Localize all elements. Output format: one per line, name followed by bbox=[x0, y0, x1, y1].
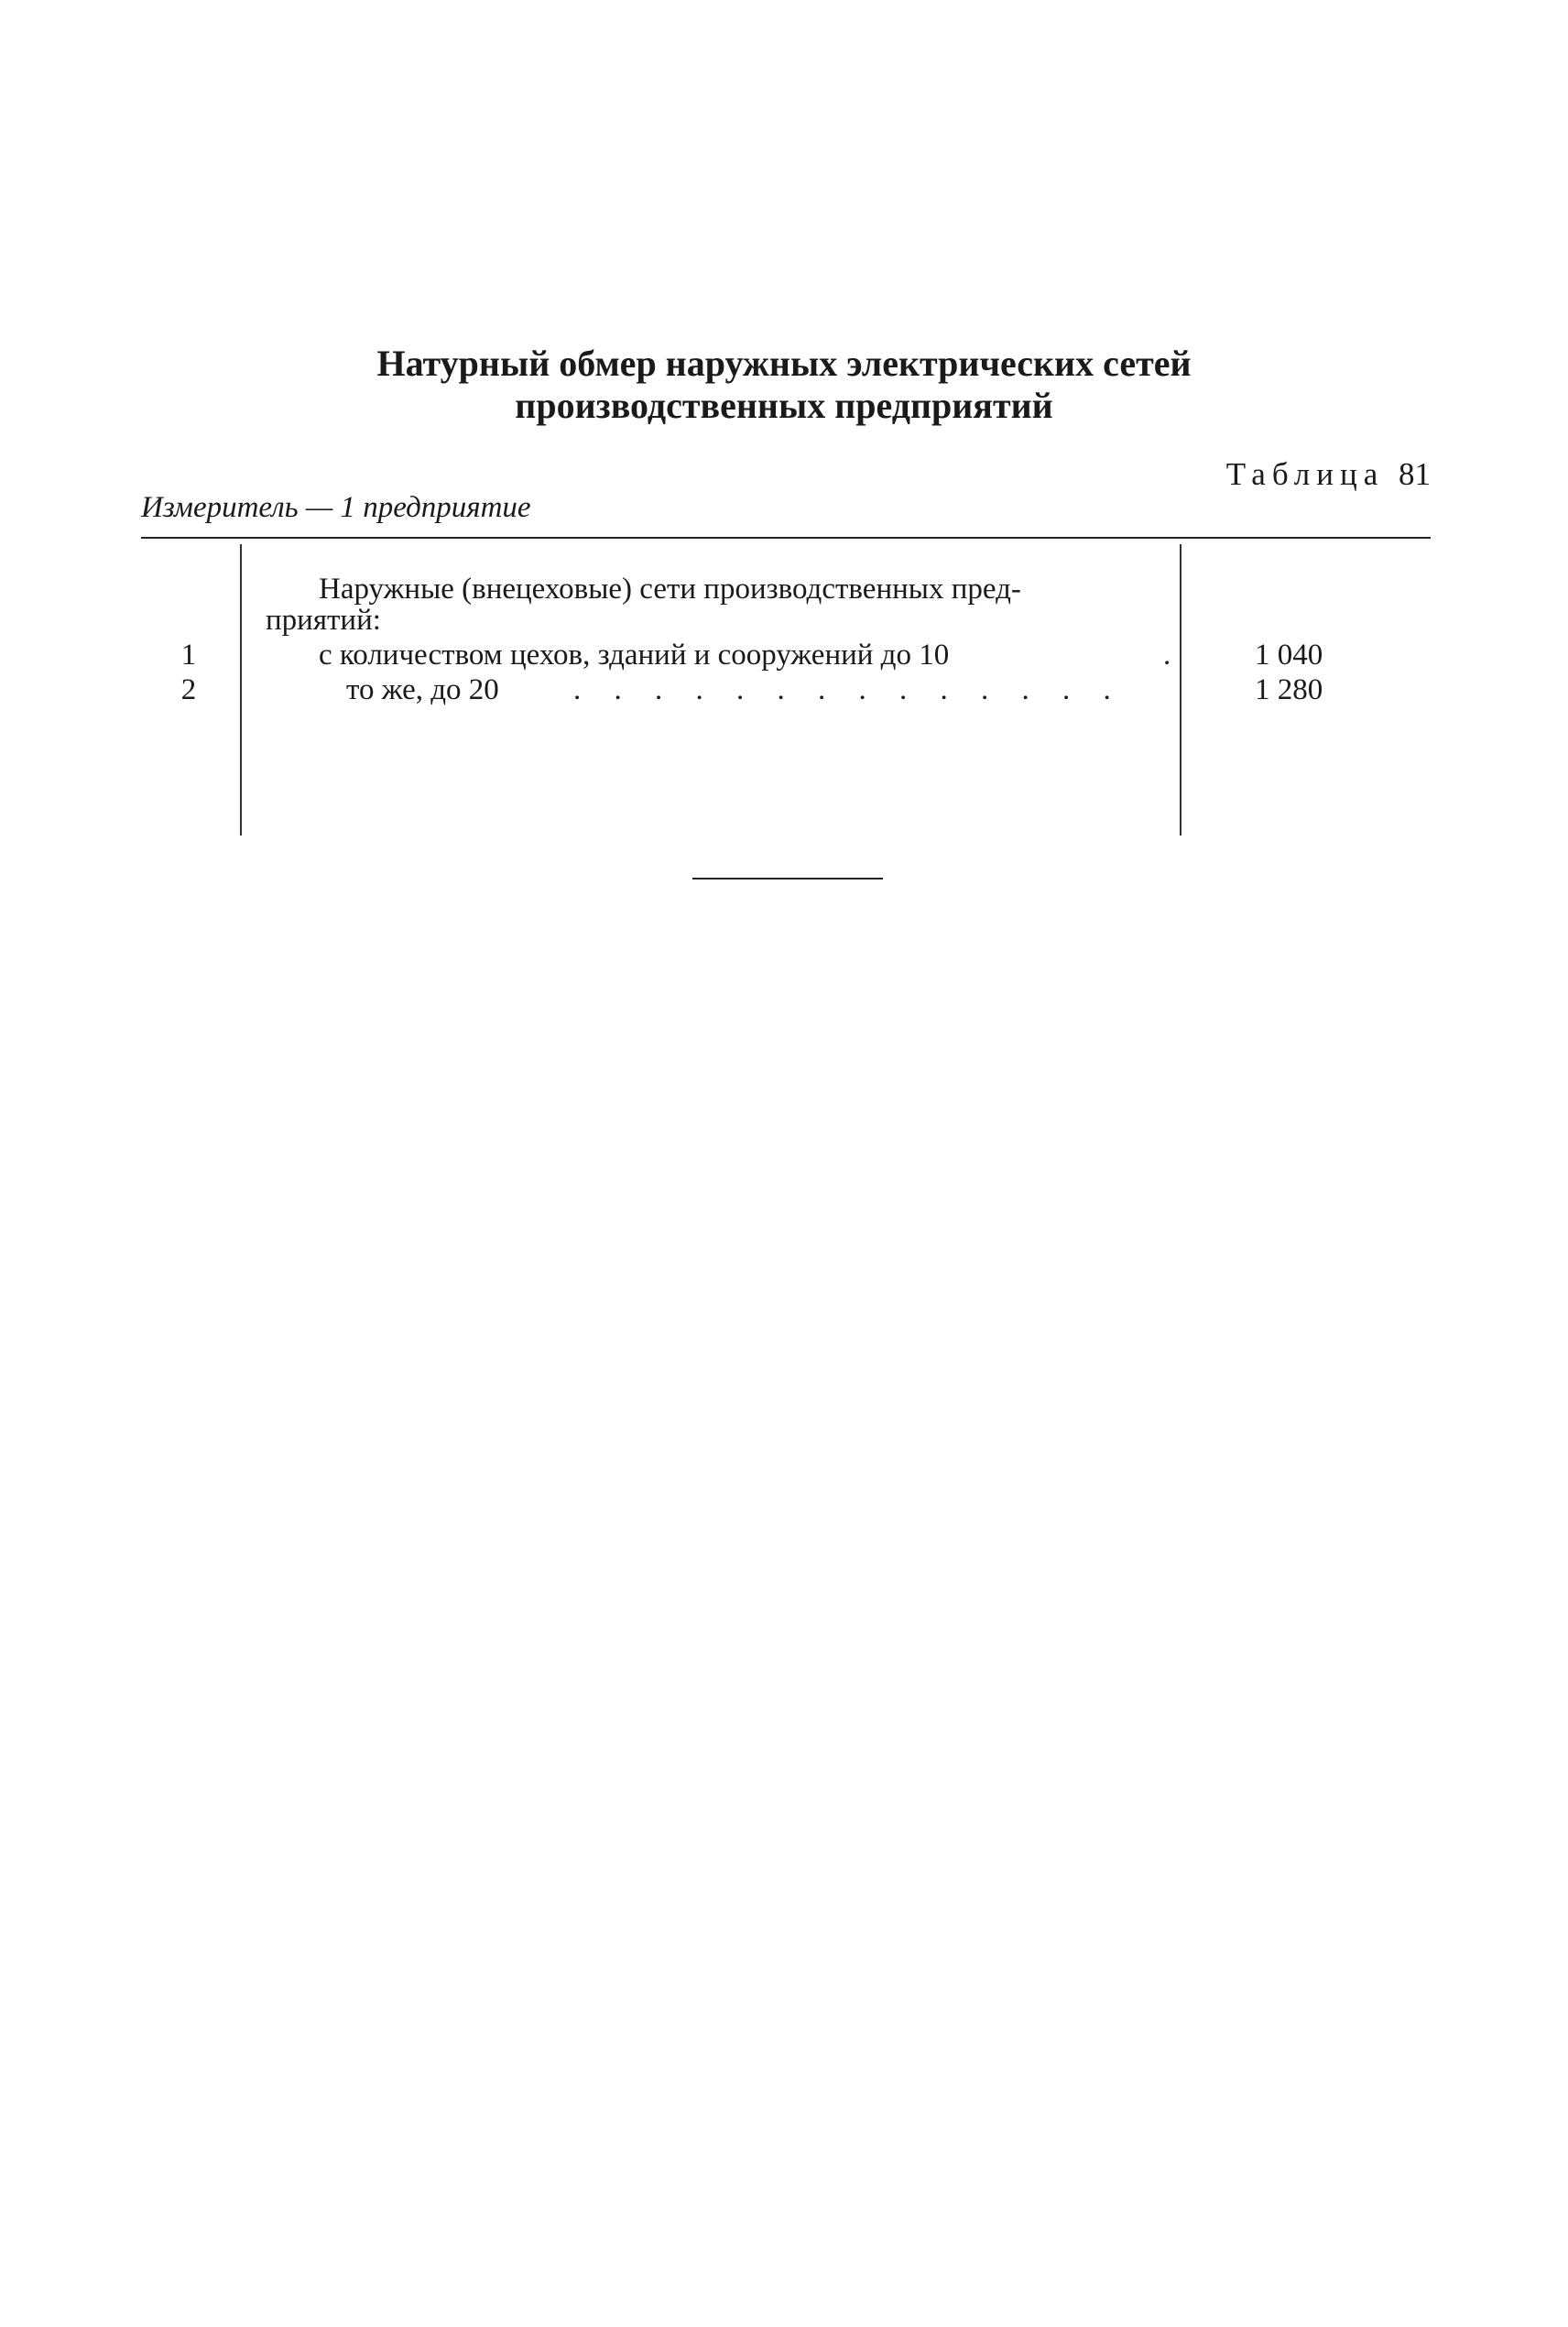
end-rule bbox=[692, 878, 883, 879]
row-description: с количеством цехов, зданий и сооружений до 10 bbox=[319, 639, 950, 672]
row-leader: . . . . . . . . . . . . . . bbox=[573, 673, 1124, 706]
table-top-rule bbox=[141, 537, 1431, 539]
column-divider-left bbox=[240, 544, 242, 836]
table-label: Таблица bbox=[1225, 456, 1385, 492]
section-header-line2: приятий: bbox=[266, 604, 381, 637]
row-number: 1 bbox=[180, 639, 197, 672]
column-divider-right bbox=[1180, 544, 1181, 836]
section-header-line1: Наружные (внецеховые) сети производственных пред- bbox=[319, 573, 1021, 606]
table-number: 81 bbox=[1399, 456, 1431, 492]
row-leader: . bbox=[1163, 639, 1171, 672]
table-caption bbox=[1172, 456, 1431, 493]
row-value: 1 280 bbox=[1255, 673, 1323, 706]
unit-label: Измеритель — 1 предприятие bbox=[141, 491, 531, 524]
row-value: 1 040 bbox=[1255, 639, 1323, 672]
page-title: Натурный обмер наружных электрических сетей bbox=[376, 343, 1192, 384]
row-number: 2 bbox=[180, 673, 197, 706]
page-title-line2: производственных предприятий bbox=[515, 385, 1053, 426]
row-description: то же, до 20 bbox=[346, 673, 499, 706]
